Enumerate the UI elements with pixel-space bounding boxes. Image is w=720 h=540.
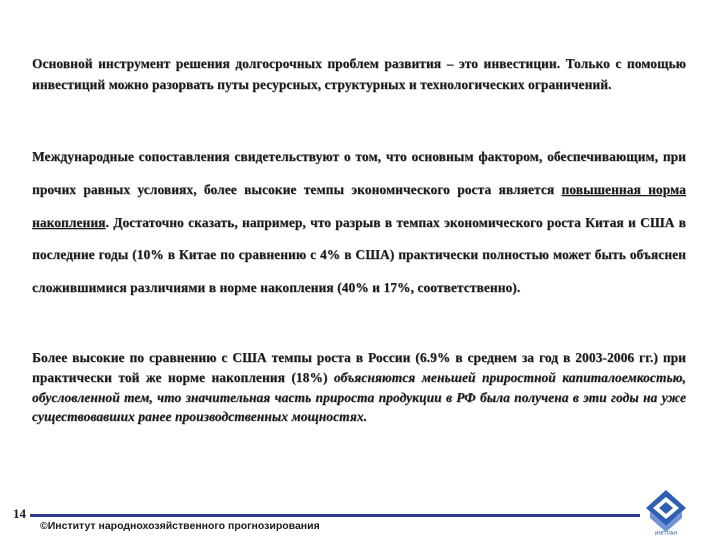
logo-caption: ИНП РАН <box>654 531 678 536</box>
comparison-text-end: . Достаточно сказать, например, что разрыв в темпах экономического роста Китая и США в последние годы (10% в Китае по сравнению с 4% в США) практически полностью может быть объяснен сложившимися различиями в норме накопления (40% и 17%, соответственно). <box>32 214 686 296</box>
russia-growth-text: Более высокие по сравнению с США темпы роста в России (6.9% в среднем за год в 2003-2006 гг.) при практически той же норме накопления (18%) <box>32 350 686 385</box>
footer-divider <box>30 514 640 517</box>
footer-institute-label: ©Институт народнохозяйственного прогнозирования <box>40 520 320 532</box>
paragraph-russia-growth <box>32 348 686 427</box>
comparison-text-start: Международные сопоставления свидетельствуют о том, что основным фактором, обеспечивающим, при прочих равных условиях, более высокие темпы экономического роста является <box>32 149 686 197</box>
page-number: 14 <box>13 506 26 521</box>
institute-logo-icon <box>644 488 688 536</box>
paragraph-investment-text: Основной инструмент решения долгосрочных проблем развития – это инвестиции. Только с помощью инвестиций можно разорвать путы ресурсных, структурных и технологических ограничений. <box>32 56 686 92</box>
paragraph-investment-main <box>32 53 686 95</box>
russia-growth-italic-text: объясняются меньшей приростной капиталоемкостью, обусловленной тем, что значительная часть прироста продукции в РФ была получена в эти годы на уже существовавших ранее производственных мощностях. <box>32 369 686 425</box>
comparison-underlined-term: повышенная норма накопления <box>32 181 686 230</box>
paragraph-international-comparison <box>32 141 686 305</box>
